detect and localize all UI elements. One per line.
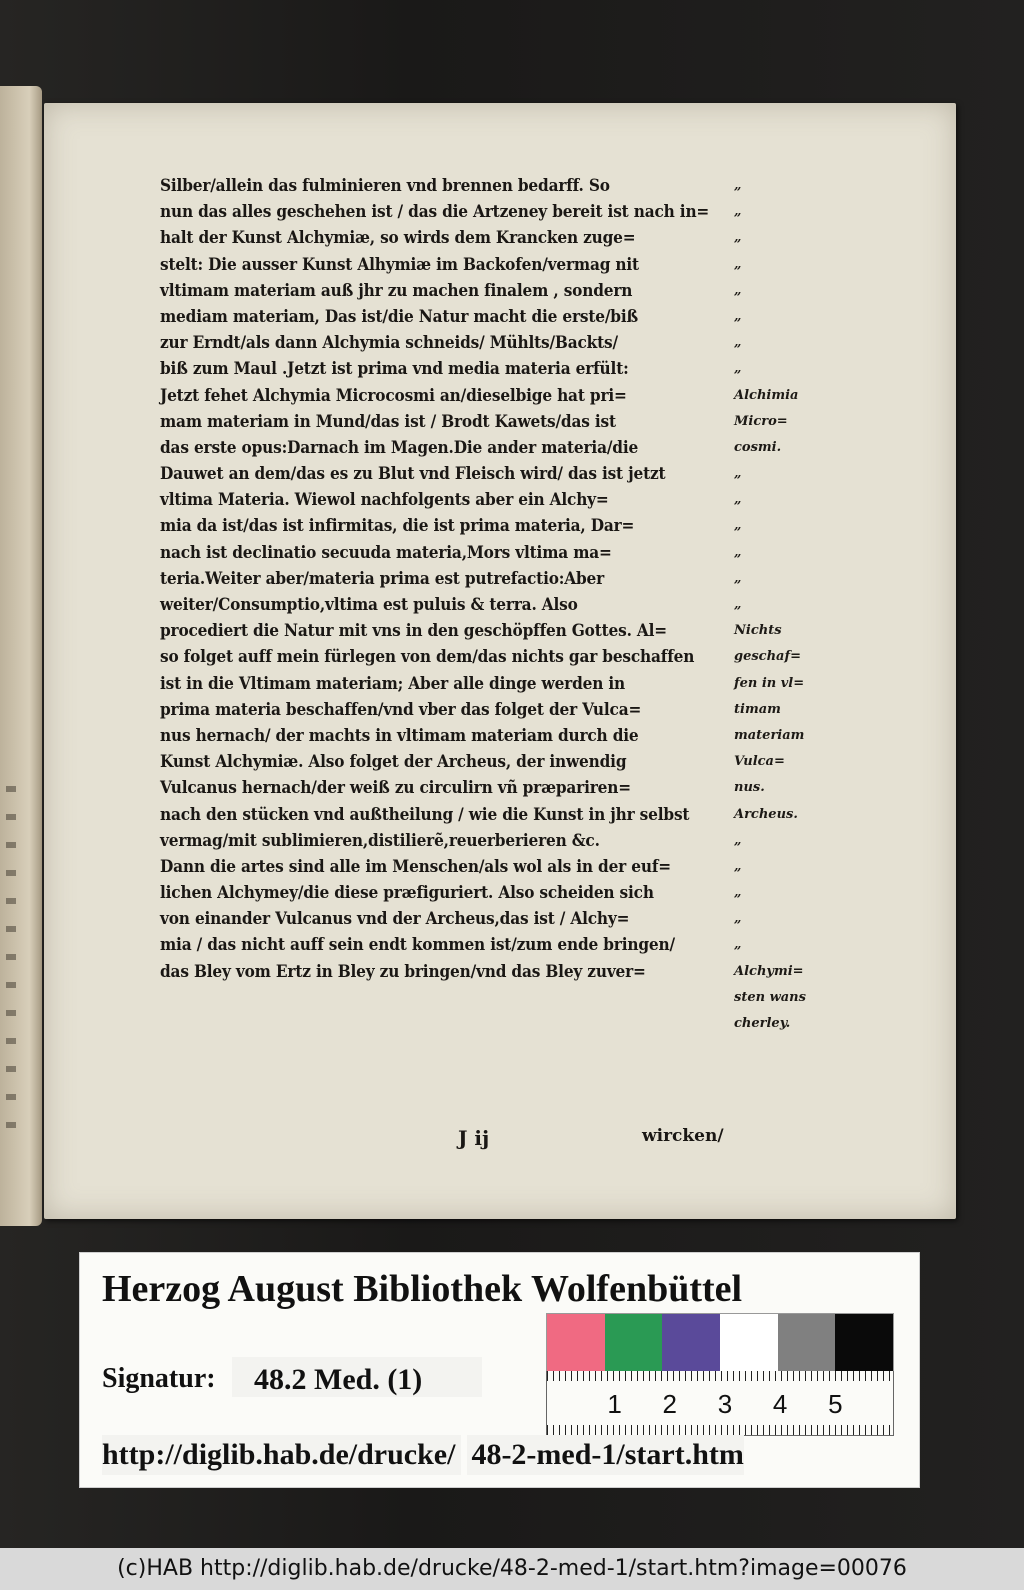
copyright-credit: (c)HAB http://diglib.hab.de/drucke/48-2-med-1/start.htm?image=00076 xyxy=(0,1548,1024,1590)
margin-note-line: fen in vl= xyxy=(734,675,805,691)
margin-note-line: „ xyxy=(734,597,742,612)
margin-note-line: Alchymi= xyxy=(734,963,804,979)
marginalia xyxy=(734,173,814,1037)
url-base: http://diglib.hab.de/drucke/ xyxy=(102,1435,461,1475)
text-line: mia / das nicht auff sein endt kommen ist/zum ende bringen/ xyxy=(160,935,675,956)
text-line: von einander Vulcanus vnd der Archeus,das ist / Alchy= xyxy=(160,909,630,930)
margin-note-line: materiam xyxy=(734,727,805,743)
text-line: das Bley vom Ertz in Bley zu bringen/vnd das Bley zuver= xyxy=(160,961,646,982)
margin-note-line: „ xyxy=(734,832,742,848)
margin-note-line: nus. xyxy=(734,780,765,796)
text-line: Silber/allein das fulminieren vnd brennen bedarff. So xyxy=(160,176,610,196)
margin-note-line: „ xyxy=(734,518,742,534)
margin-note-line: „ xyxy=(734,256,742,272)
text-line: Kunst Alchymiæ. Also folget der Archeus, der inwendig xyxy=(160,752,627,773)
document-url xyxy=(102,1435,744,1475)
margin-note-line: Micro= xyxy=(734,413,788,429)
margin-note-line: sten wans xyxy=(734,989,806,1005)
text-line: mam materiam in Mund/das ist / Brodt Kawets/das ist xyxy=(160,411,616,432)
text-line: Dauwet an dem/das es zu Blut vnd Fleisch wird/ das ist jetzt xyxy=(160,464,666,485)
margin-note-line: cherley. xyxy=(734,1016,791,1031)
text-line: Jetzt fehet Alchymia Microcosmi an/dieselbige hat pri= xyxy=(160,385,627,406)
signatur-value: 48.2 Med. (1) xyxy=(232,1357,482,1397)
ruler-number: 2 xyxy=(662,1389,678,1419)
margin-note-line: „ xyxy=(734,911,742,927)
margin-note-line: „ xyxy=(734,937,742,953)
color-swatch xyxy=(720,1314,778,1372)
text-line: prima materia beschaffen/vnd vber das folget der Vulca= xyxy=(160,699,642,720)
color-swatch xyxy=(835,1314,893,1372)
page-footer xyxy=(44,1126,956,1156)
text-line: Vulcanus hernach/der weiß zu circulirn vñ præpariren= xyxy=(160,778,631,799)
signature-mark: J ij xyxy=(458,1126,490,1150)
ruler-number: 1 xyxy=(607,1389,622,1419)
margin-note-line: „ xyxy=(734,230,742,246)
main-text-block xyxy=(160,173,780,985)
margin-note-line: Archeus. xyxy=(734,806,798,822)
color-swatch xyxy=(605,1314,663,1372)
color-calibration-strip xyxy=(546,1313,894,1373)
margin-note-line: „ xyxy=(734,885,742,901)
margin-note-line: cosmi. xyxy=(734,439,782,455)
margin-note-line: „ xyxy=(734,544,742,560)
margin-note-line: „ xyxy=(734,858,742,874)
margin-note-line: Nichts xyxy=(734,623,782,639)
text-line: vltima Materia. Wiewol nachfolgents aber ein Alchy= xyxy=(160,490,609,511)
margin-note-line: Alchimia xyxy=(734,387,799,403)
library-label-card xyxy=(79,1252,920,1488)
margin-note-line: „ xyxy=(734,308,742,324)
text-line: mediam materiam, Das ist/die Natur macht die erste/biß xyxy=(160,306,638,327)
previous-page-edge xyxy=(0,86,42,1226)
margin-note-line: „ xyxy=(734,178,742,193)
url-path: 48-2-med-1/start.htm xyxy=(467,1435,743,1475)
text-line: teria.Weiter aber/materia prima est putrefactio:Aber xyxy=(160,568,605,589)
text-line: mia da ist/das ist infirmitas, die ist prima materia, Dar= xyxy=(160,516,635,537)
scale-ruler xyxy=(546,1371,894,1436)
signatur-label: Signatur: xyxy=(102,1363,216,1394)
text-line: nach den stücken vnd außtheilung / wie die Kunst in jhr selbst xyxy=(160,804,690,825)
margin-note-line: „ xyxy=(734,204,742,220)
text-line: Dann die artes sind alle im Menschen/als wol als in der euf= xyxy=(160,856,671,877)
margin-note-line: geschaf= xyxy=(734,649,801,665)
text-line: weiter/Consumptio,vltima est puluis & terra. Also xyxy=(160,595,578,615)
text-line: ist in die Vltimam materiam; Aber alle dinge werden in xyxy=(160,673,625,694)
text-line: vermag/mit sublimieren,distilierẽ,reuerberieren &c. xyxy=(160,830,600,851)
color-swatch xyxy=(662,1314,720,1372)
text-line: vltimam materiam auß jhr zu machen finalem , sondern xyxy=(160,280,633,301)
margin-note-line: Vulca= xyxy=(734,754,785,770)
text-line: nus hernach/ der machts in vltimam materiam durch die xyxy=(160,725,639,746)
text-line: biß zum Maul .Jetzt ist prima vnd media materia erfült: xyxy=(160,359,629,380)
text-line: lichen Alchymey/die diese præfiguriert. Also scheiden sich xyxy=(160,883,654,904)
margin-note-line: „ xyxy=(734,282,742,298)
ruler-number: 5 xyxy=(828,1389,843,1419)
text-line: das erste opus:Darnach im Magen.Die ander materia/die xyxy=(160,437,639,458)
margin-note-line: „ xyxy=(734,492,742,508)
previous-page-marks xyxy=(6,786,16,1136)
margin-note-line: „ xyxy=(734,361,742,377)
margin-note-line: „ xyxy=(734,466,742,482)
ruler-number: 4 xyxy=(772,1389,788,1419)
ruler-numbers xyxy=(547,1389,893,1420)
margin-note-line: „ xyxy=(734,335,742,351)
text-line: zur Erndt/als dann Alchymia schneids/ Mühlts/Backts/ xyxy=(160,333,618,354)
book-page xyxy=(44,103,956,1219)
color-swatch xyxy=(778,1314,836,1372)
margin-note-line: „ xyxy=(734,570,742,586)
catchword: wircken/ xyxy=(642,1126,724,1146)
text-line: so folget auff mein fürlegen von dem/das nichts gar beschaffen xyxy=(160,647,695,668)
text-line: stelt: Die ausser Kunst Alhymiæ im Backofen/vermag nit xyxy=(160,254,639,275)
margin-note-line: timam xyxy=(734,701,781,717)
library-name: Herzog August Bibliothek Wolfenbüttel xyxy=(102,1268,743,1310)
color-swatch xyxy=(547,1314,605,1372)
text-line: nun das alles geschehen ist / das die Artzeney bereit ist nach in= xyxy=(160,202,710,223)
ruler-number: 3 xyxy=(717,1389,733,1419)
text-line: procediert die Natur mit vns in den geschöpffen Gottes. Al= xyxy=(160,621,667,642)
text-line: nach ist declinatio secuuda materia,Mors vltima ma= xyxy=(160,542,612,563)
text-line: halt der Kunst Alchymiæ, so wirds dem Krancken zuge= xyxy=(160,228,636,249)
